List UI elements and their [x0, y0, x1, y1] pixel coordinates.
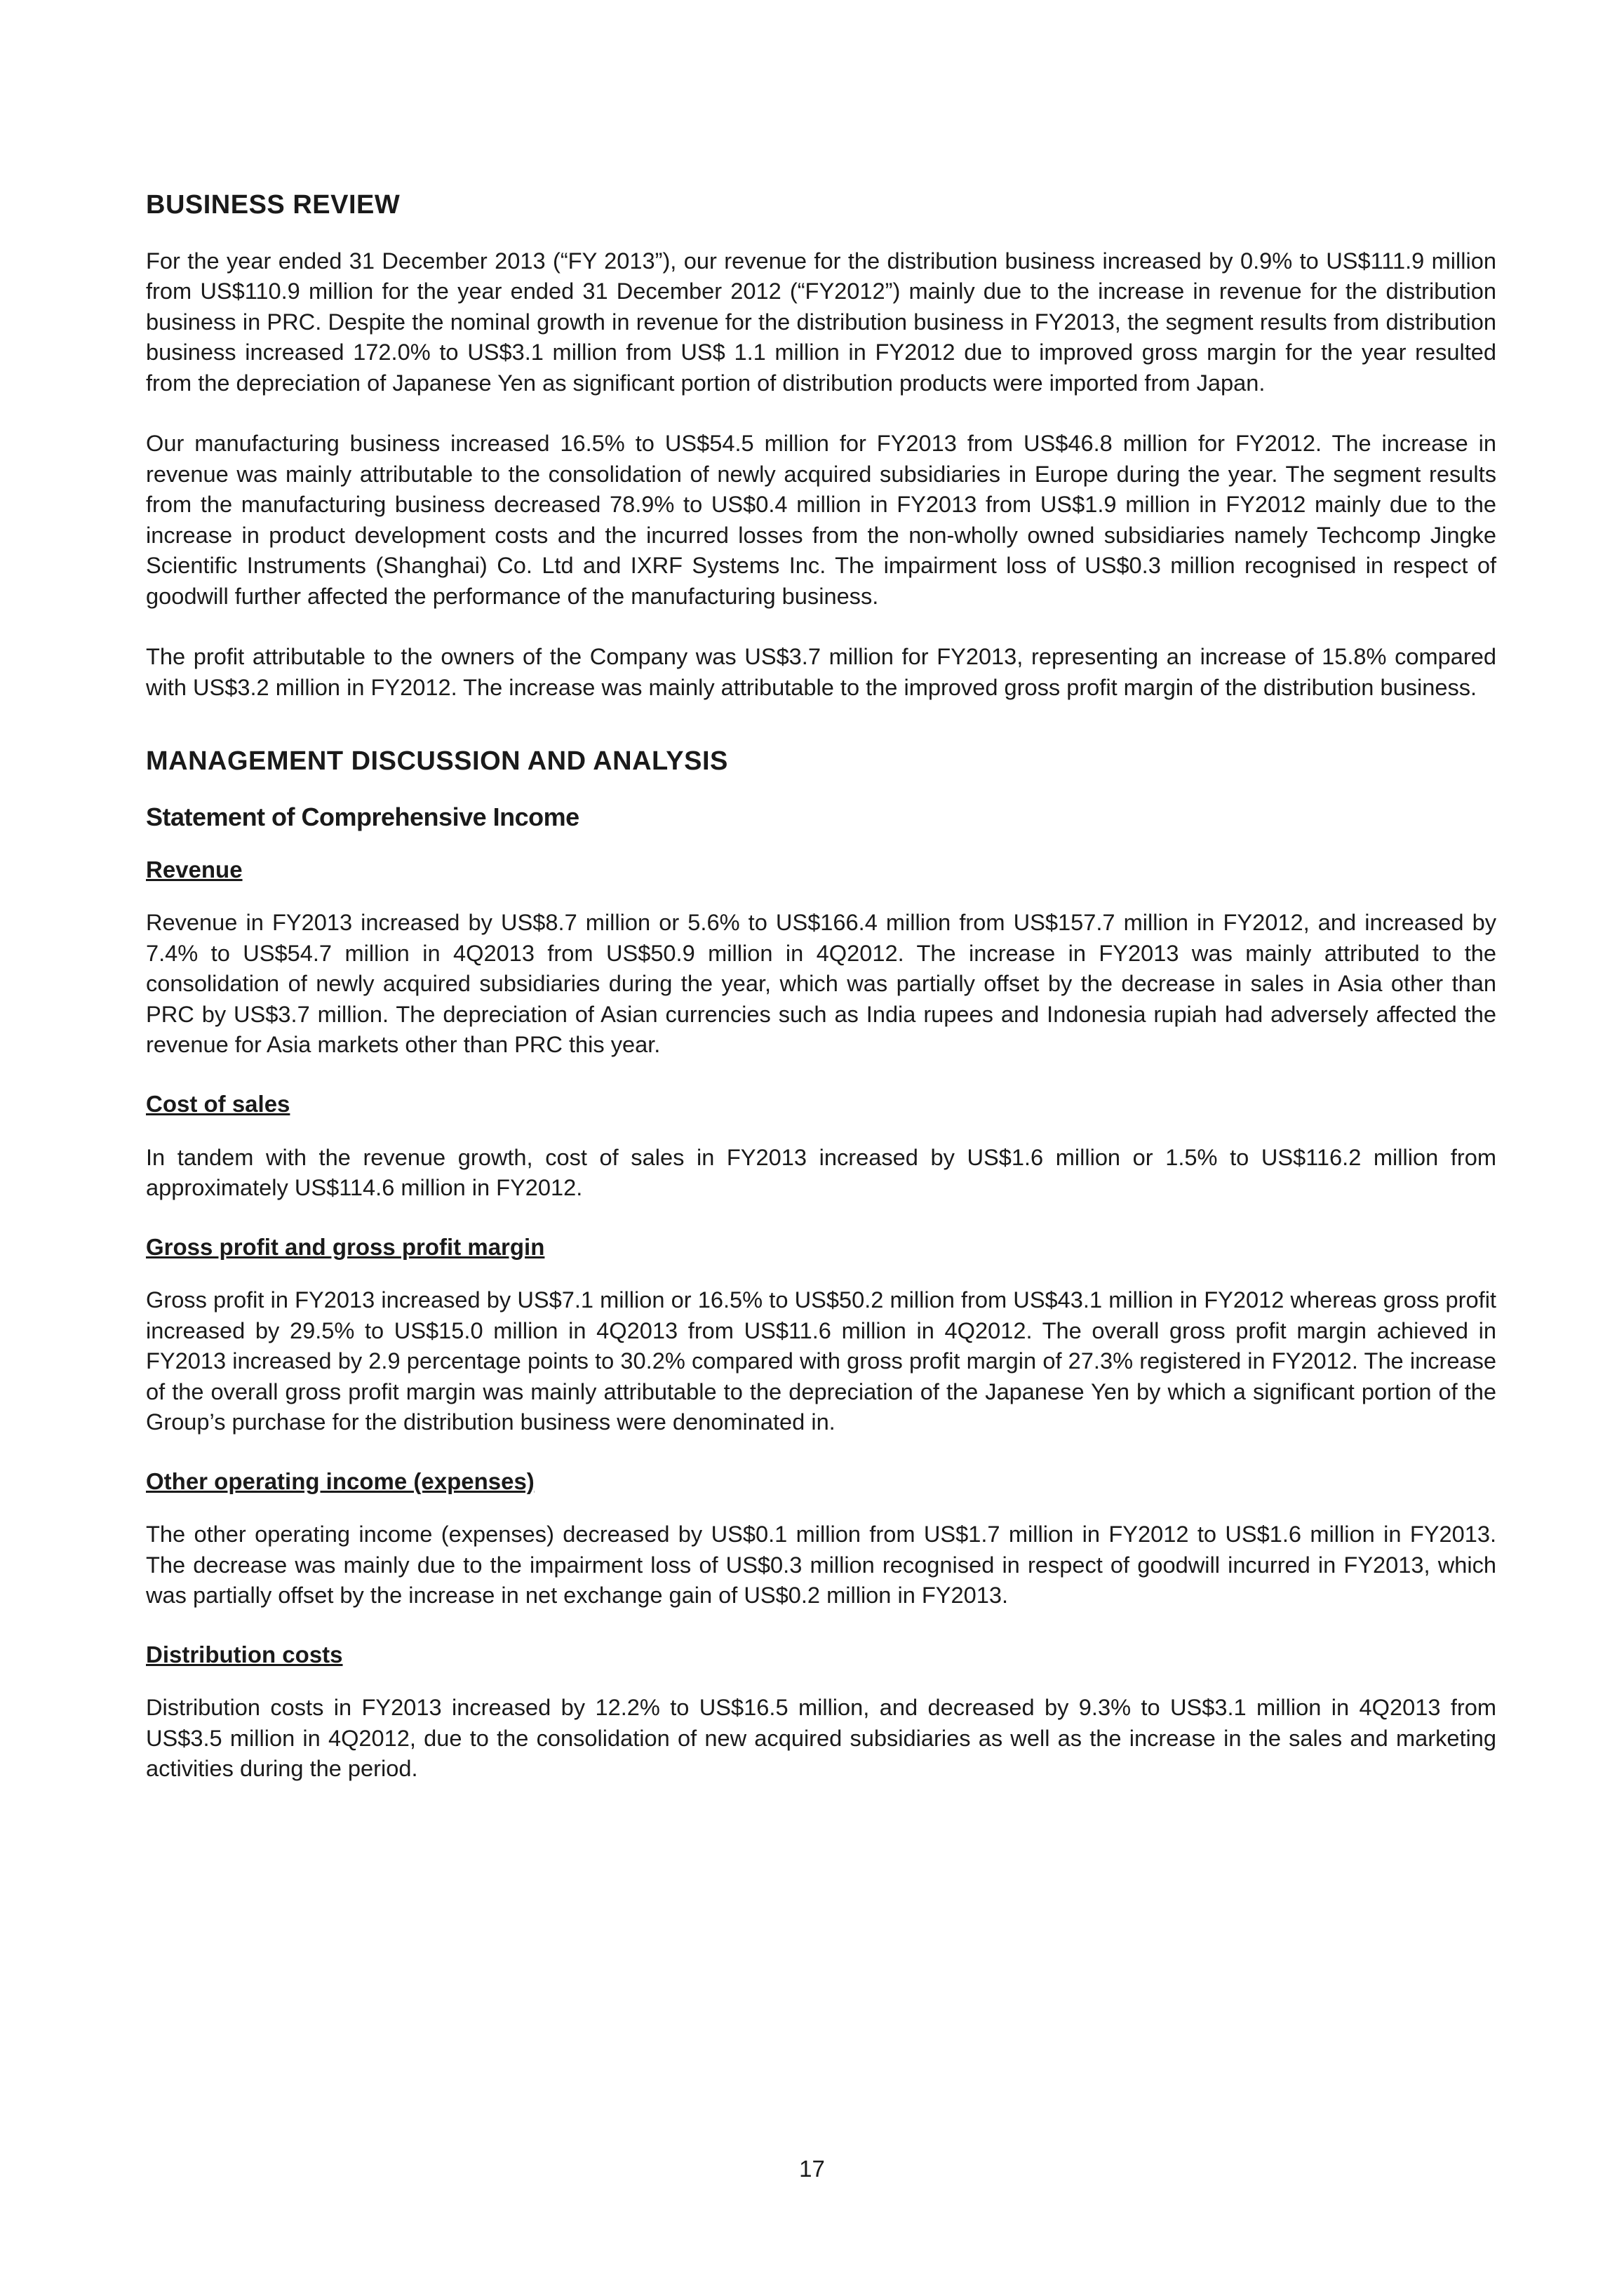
- mda-heading: MANAGEMENT DISCUSSION AND ANALYSIS: [146, 746, 728, 777]
- business-review-paragraph-3: The profit attributable to the owners of the Company was US$3.7 million for FY2013, representing an increase of 15.8% compared with US$3.2 million in FY2012. The increase was mainly attributable to the improved gross profit margin of the distribution business.: [146, 643, 1496, 700]
- business-review-paragraph-2: Our manufacturing business increased 16.5% to US$54.5 million for FY2013 from US$46.8 million for FY2012. The increase in revenue was mainly attributable to the consolidation of newly acquired subsidiaries in Europe during the year. The segment results from the manufacturing business decreased 78.9% to US$0.4 million in FY2013 from US$1.9 million in FY2012 mainly due to the increase in product development costs and the incurred losses from the non-wholly owned subsidiaries namely Techcomp Jingke Scientific Instruments (Shanghai) Co. Ltd and IXRF Systems Inc. The impairment loss of US$0.3 million recognised in respect of goodwill further affected the performance of the manufacturing business.: [146, 430, 1496, 609]
- page-content: [146, 189, 1496, 1814]
- section-text-other-operating-income: The other operating income (expenses) decreased by US$0.1 million from US$1.7 million in FY2012 to US$1.6 million in FY2013. The decrease was mainly due to the impairment loss of US$0.3 million recognised in respect of goodwill incurred in FY2013, which was partially offset by the increase in net exchange gain of US$0.2 million in FY2013.: [146, 1521, 1496, 1609]
- section-text-gross-profit: Gross profit in FY2013 increased by US$7.1 million or 16.5% to US$50.2 million from US$43.1 million in FY2012 whereas gross profit increased by 29.5% to US$15.0 million in 4Q2013 from US$11.6 million in 4Q2012. The overall gross profit margin achieved in FY2013 increased by 2.9 percentage points to 30.2% compared with gross profit margin of 27.3% registered in FY2012. The increase of the overall gross profit margin was mainly attributable to the depreciation of the Japanese Yen by which a significant portion of the Group’s purchase for the distribution business were denominated in.: [146, 1287, 1496, 1435]
- section-title-other-operating-income: Other operating income (expenses): [146, 1468, 535, 1494]
- page-number: 17: [799, 2156, 825, 2182]
- section-title-revenue: Revenue: [146, 856, 243, 882]
- section-text-distribution-costs: Distribution costs in FY2013 increased by 12.2% to US$16.5 million, and decreased by 9.3% to US$3.1 million in 4Q2013 from US$3.5 million in 4Q2012, due to the consolidation of new acquired subsidiaries as well as the increase in the sales and marketing activities during the period.: [146, 1694, 1496, 1782]
- section-text-revenue: Revenue in FY2013 increased by US$8.7 million or 5.6% to US$166.4 million from US$157.7 million in FY2012, and increased by 7.4% to US$54.7 million in 4Q2013 from US$50.9 million in 4Q2012. The increase in FY2013 was mainly attributed to the consolidation of newly acquired subsidiaries during the year, which was partially offset by the decrease in sales in Asia other than PRC by US$3.7 million. The depreciation of Asian currencies such as India rupees and Indonesia rupiah had adversely affected the revenue for Asia markets other than PRC this year.: [146, 909, 1496, 1058]
- business-review-heading: BUSINESS REVIEW: [146, 190, 401, 220]
- business-review-paragraph-1: For the year ended 31 December 2013 (“FY 2013”), our revenue for the distribution business increased by 0.9% to US$111.9 million from US$110.9 million for the year ended 31 December 2012 (“FY2012”) mainly due to the increase in revenue for the distribution business in PRC. Despite the nominal growth in revenue for the distribution business in FY2013, the segment results from distribution business increased 172.0% to US$3.1 million from US$ 1.1 million in FY2012 due to improved gross margin for the year resulted from the depreciation of Japanese Yen as significant portion of distribution products were imported from Japan.: [146, 247, 1496, 396]
- section-title-distribution-costs: Distribution costs: [146, 1641, 343, 1667]
- section-title-gross-profit: Gross profit and gross profit margin: [146, 1233, 545, 1260]
- comprehensive-income-subheading: Statement of Comprehensive Income: [146, 802, 579, 831]
- section-text-cost-of-sales: In tandem with the revenue growth, cost of sales in FY2013 increased by US$1.6 million or 1.5% to US$116.2 million from approximately US$114.6 million in FY2012.: [146, 1143, 1496, 1201]
- section-title-cost-of-sales: Cost of sales: [146, 1090, 290, 1117]
